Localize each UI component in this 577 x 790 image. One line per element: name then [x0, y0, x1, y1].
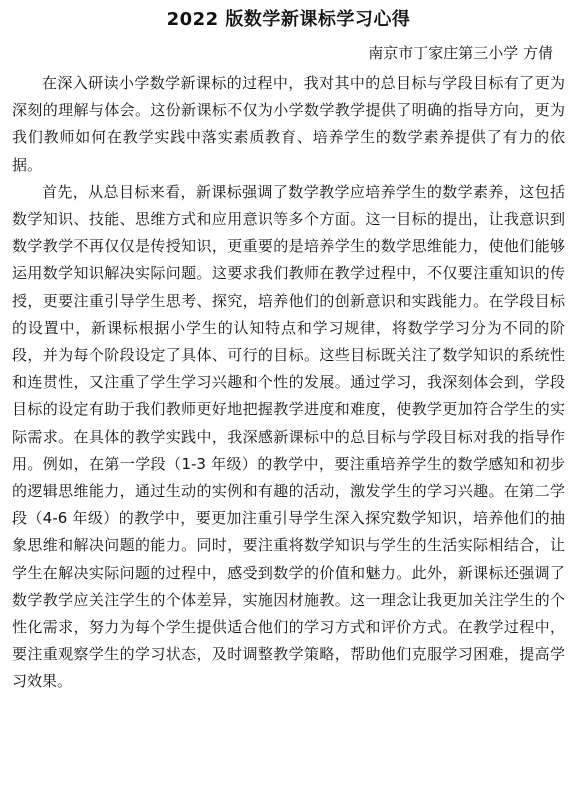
document-title: 2022 版数学新课标学习心得	[166, 9, 411, 30]
paragraph-2: 首先，从总目标来看，新课标强调了数学教学应培养学生的数学素养，这包括数学知识、技能、思维方式和应用意识等多个方面。这一目标的提出，让我意识到数学教学不再仅仅是传授知识，更重要的是培养学生的数学思维能力，使他们能够运用数学知识解决实际问题。这要求我们教师在教学过程中，不仅要注重知识的传授，更要注重引导学生思考、探究，培养他们的创新意识和实践能力。在学段目标的设置中，新课标根据小学生的认知特点和学习规律，将数学学习分为不同的阶段，并为每个阶段设定了具体、可行的目标。这些目标既关注了数学知识的系统性和连贯性，又注重了学生学习兴趣和个性的发展。通过学习，我深刻体会到，学段目标的设定有助于我们教师更好地把握教学进度和难度，使教学更加符合学生的实际需求。在具体的教学实践中，我深感新课标中的总目标与学段目标对我的指导作用。例如，在第一学段（1-3 年级）的教学中，要注重培养学生的数学感知和初步的逻辑思维能力，通过生动的实例和有趣的活动，激发学生的学习兴趣。在第二学段（4-6 年级）的教学中，要更加注重引导学生深入探究数学知识，培养他们的抽象思维和解决问题的能力。同时，要注重将数学知识与学生的生活实际相结合，让学生在解决实际问题的过程中，感受到数学的价值和魅力。此外，新课标还强调了数学教学应关注学生的个体差异，实施因材施教。这一理念让我更加关注学生的个性化需求，努力为每个学生提供适合他们的学习方式和评价方式。在教学过程中，要注重观察学生的学习状态，及时调整教学策略，帮助他们克服学习困难，提高学习效果。	[12, 182, 565, 691]
paragraph-1: 在深入研读小学数学新课标的过程中，我对其中的总目标与学段目标有了更为深刻的理解与体会。这份新课标不仅为小学数学教学提供了明确的指导方向，更为我们教师如何在教学实践中落实素质教育、培养学生的数学素养提供了有力的依据。	[12, 74, 565, 174]
document-author: 南京市丁家庄第三小学 方倩	[368, 44, 553, 62]
